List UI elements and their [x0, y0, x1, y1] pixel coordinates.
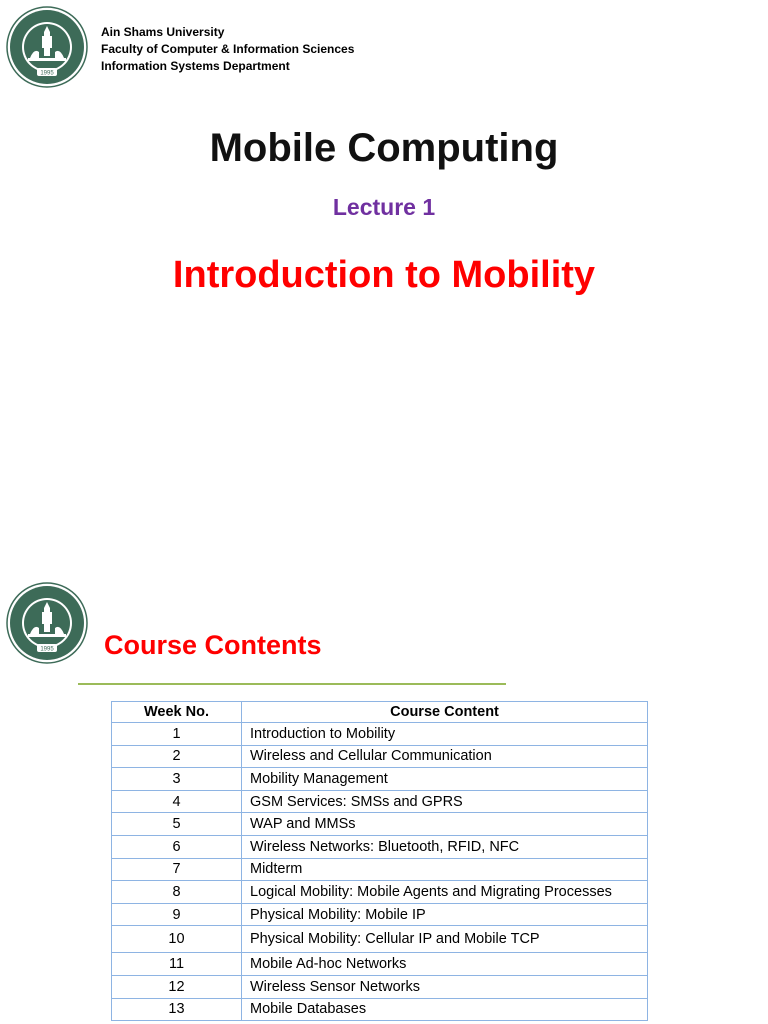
week-number: 11	[112, 953, 242, 976]
week-number: 13	[112, 998, 242, 1021]
university-seal-icon	[6, 582, 88, 664]
week-topic: Midterm	[242, 858, 648, 881]
week-topic: Mobile Ad-hoc Networks	[242, 953, 648, 976]
course-contents-table	[111, 701, 648, 1021]
week-topic: Physical Mobility: Cellular IP and Mobile TCP	[242, 926, 648, 953]
table-row	[112, 998, 648, 1021]
week-number: 10	[112, 926, 242, 953]
table-row	[112, 858, 648, 881]
week-number: 8	[112, 881, 242, 904]
logo-year-small: 1995	[40, 646, 54, 653]
table-row	[112, 723, 648, 746]
lecture-number: Lecture 1	[332, 194, 436, 220]
course-title: Mobile Computing	[209, 126, 559, 170]
table-row	[112, 768, 648, 791]
section-title: Course Contents	[104, 630, 322, 660]
week-number: 4	[112, 790, 242, 813]
week-number: 1	[112, 723, 242, 746]
week-topic: GSM Services: SMSs and GPRS	[242, 790, 648, 813]
table-row	[112, 790, 648, 813]
university-logo	[6, 6, 88, 88]
table-row	[112, 835, 648, 858]
week-topic: Wireless Sensor Networks	[242, 975, 648, 998]
week-topic: Wireless and Cellular Communication	[242, 745, 648, 768]
week-number: 6	[112, 835, 242, 858]
lecture-topic: Introduction to Mobility	[172, 254, 596, 296]
table-header-row	[112, 702, 648, 723]
week-number: 7	[112, 858, 242, 881]
institution-header	[101, 24, 354, 75]
week-topic: Mobile Databases	[242, 998, 648, 1021]
table-row	[112, 926, 648, 953]
week-number: 12	[112, 975, 242, 998]
week-number: 9	[112, 903, 242, 926]
week-topic: Wireless Networks: Bluetooth, RFID, NFC	[242, 835, 648, 858]
week-number: 5	[112, 813, 242, 836]
week-topic: Physical Mobility: Mobile IP	[242, 903, 648, 926]
faculty-name: Faculty of Computer & Information Sciences	[101, 42, 355, 56]
week-number: 2	[112, 745, 242, 768]
course-contents-slide	[0, 575, 768, 1024]
university-name: Ain Shams University	[101, 25, 225, 39]
university-seal-icon	[6, 6, 88, 88]
section-divider	[78, 683, 506, 685]
department-name: Information Systems Department	[101, 59, 290, 73]
logo-year: 1995	[40, 70, 54, 77]
table-row	[112, 813, 648, 836]
week-column-header: Week No.	[112, 702, 242, 723]
table-row	[112, 745, 648, 768]
table-row	[112, 953, 648, 976]
week-number: 3	[112, 768, 242, 791]
week-topic: WAP and MMSs	[242, 813, 648, 836]
week-topic: Introduction to Mobility	[242, 723, 648, 746]
table-row	[112, 975, 648, 998]
week-topic: Mobility Management	[242, 768, 648, 791]
university-logo-small	[6, 582, 88, 664]
content-column-header: Course Content	[242, 702, 648, 723]
table-row	[112, 903, 648, 926]
table-row	[112, 881, 648, 904]
week-topic: Logical Mobility: Mobile Agents and Migrating Processes	[242, 881, 648, 904]
